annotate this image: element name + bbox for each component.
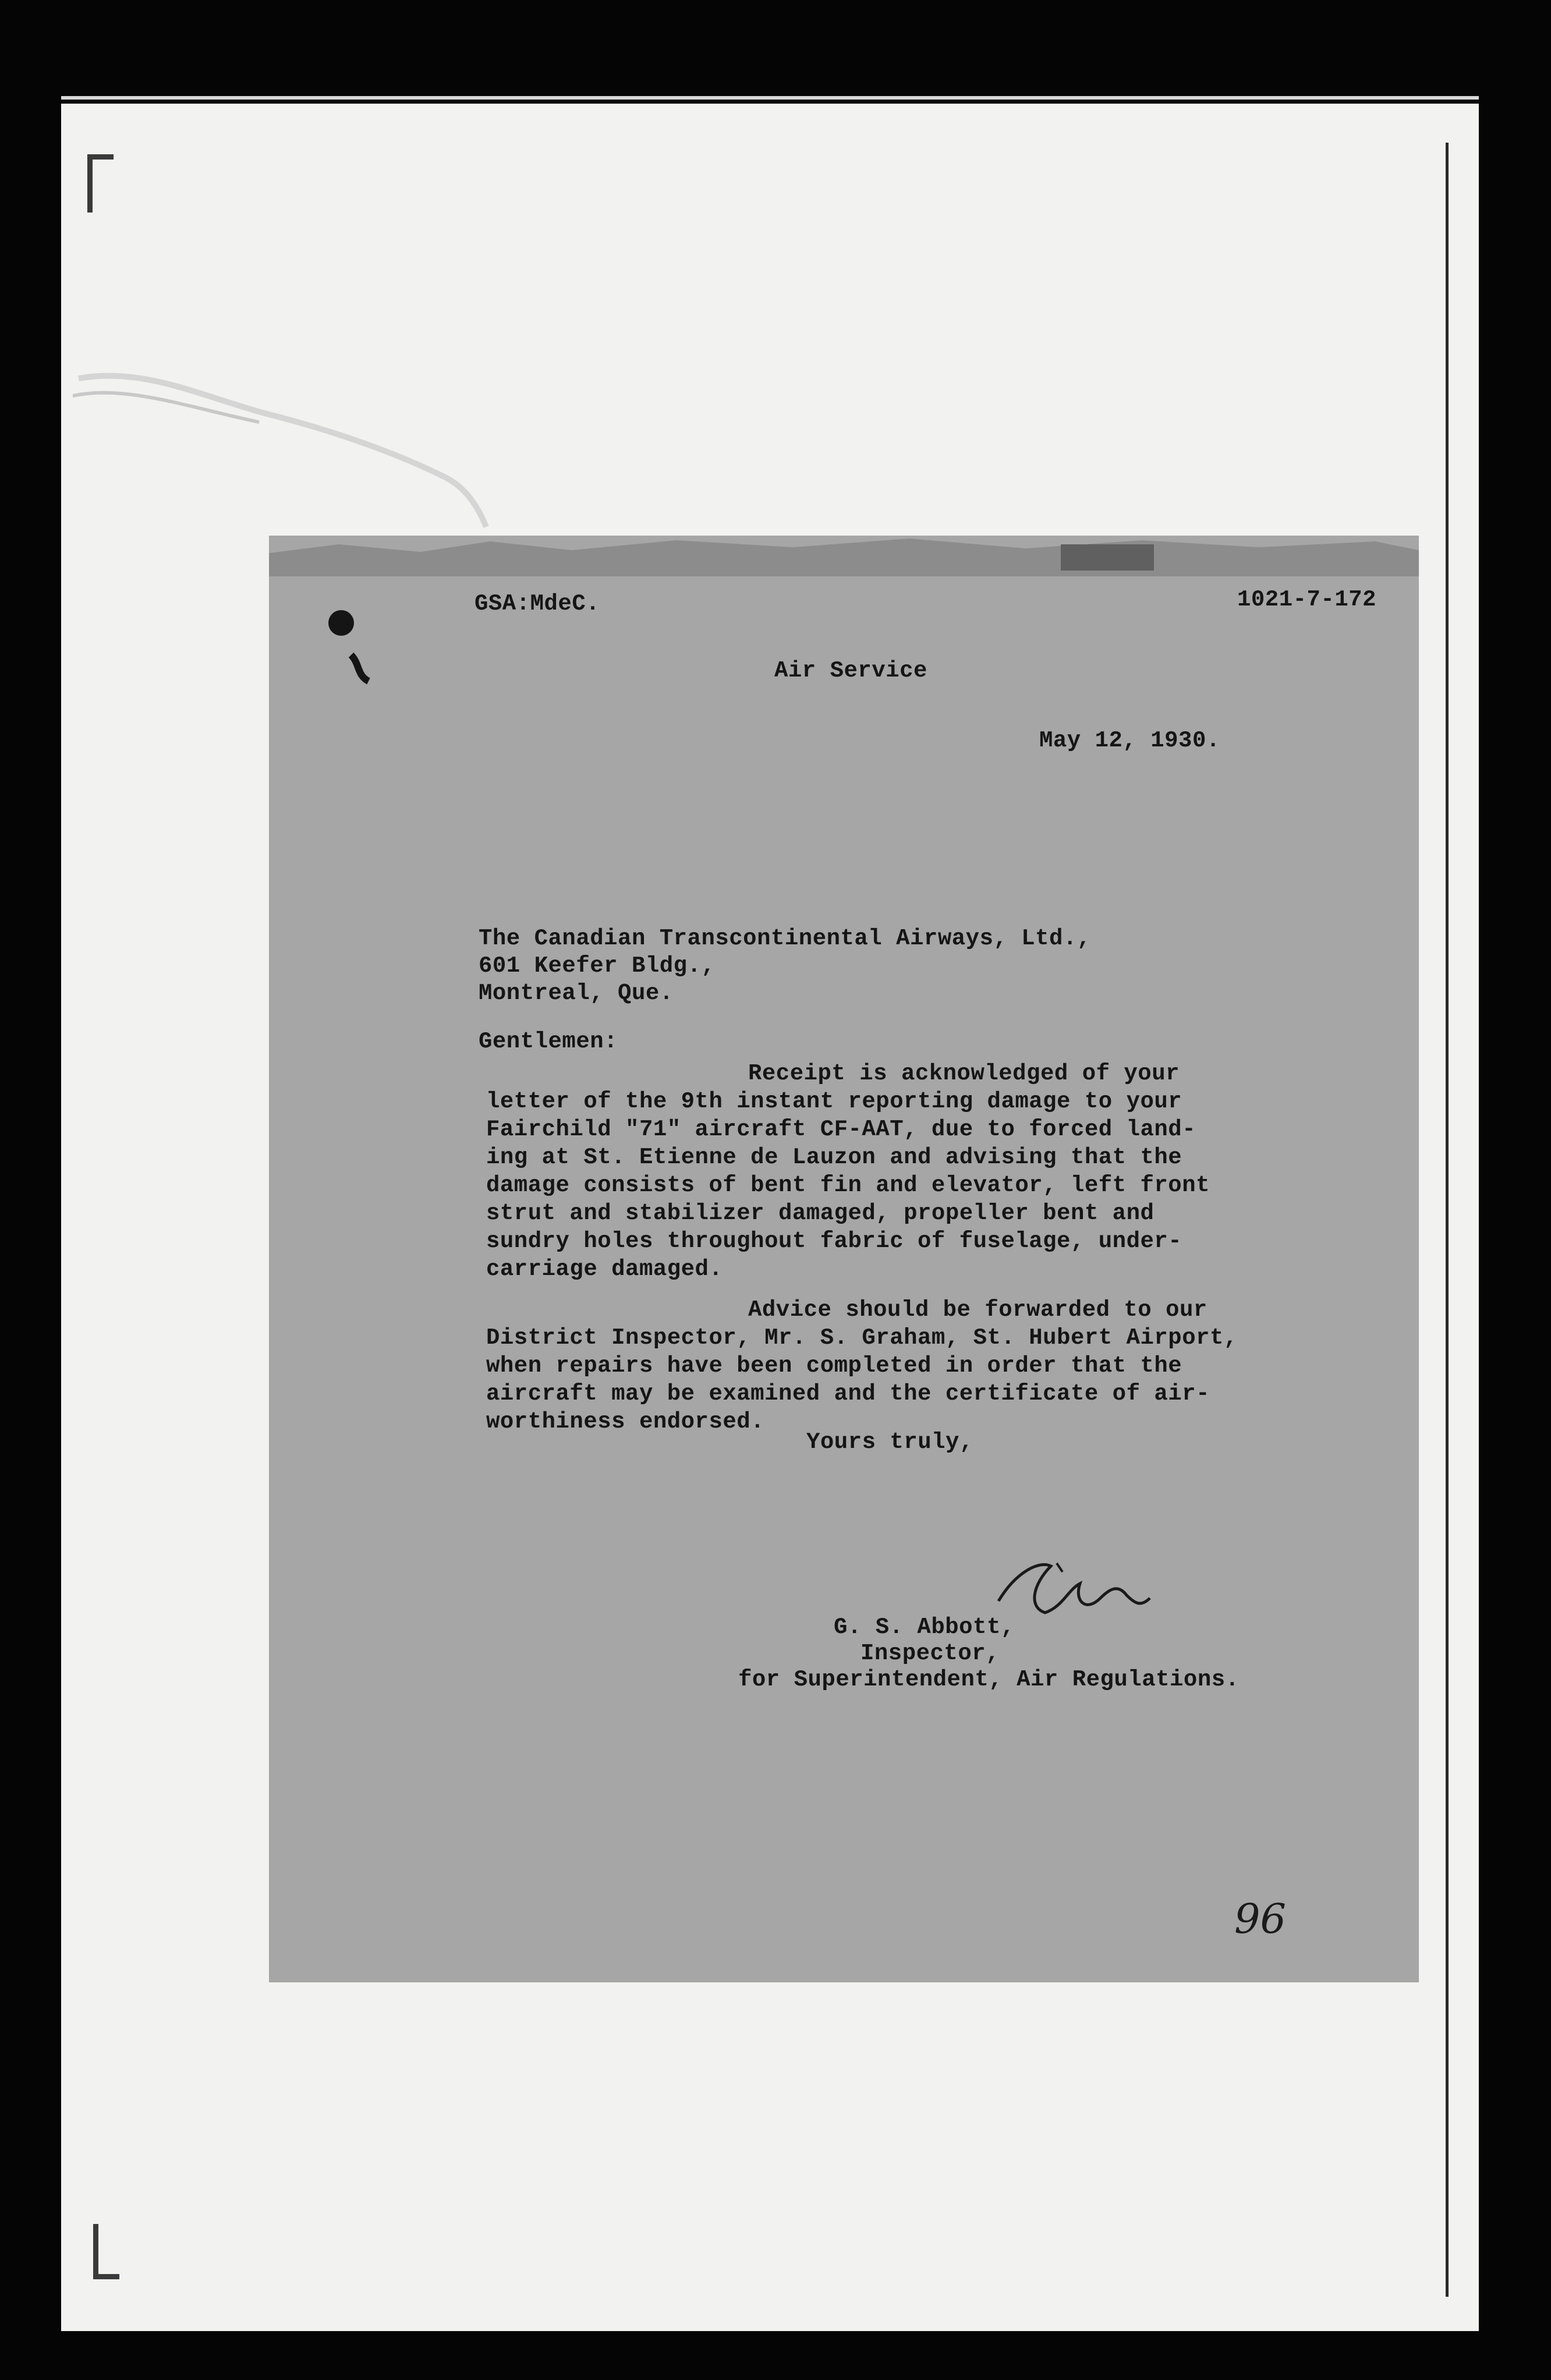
paragraph-line: worthiness endorsed. bbox=[486, 1409, 765, 1435]
reference-initials: GSA:MdeC. bbox=[474, 591, 600, 617]
signatory-name: G. S. Abbott, bbox=[834, 1614, 1015, 1640]
paragraph-line: letter of the 9th instant reporting damage to your bbox=[486, 1089, 1182, 1114]
signatory-for: for Superintendent, Air Regulations. bbox=[738, 1667, 1240, 1692]
handwritten-folio-number bbox=[1234, 1895, 1298, 1947]
paragraph-line: strut and stabilizer damaged, propeller bent and bbox=[486, 1200, 1155, 1226]
recipient-line: The Canadian Transcontinental Airways, Ltd., bbox=[479, 926, 1091, 951]
crop-mark-top-left bbox=[87, 154, 93, 212]
crop-mark-top-left-h bbox=[87, 154, 114, 160]
closing: Yours truly, bbox=[806, 1429, 973, 1455]
recipient-line: 601 Keefer Bldg., bbox=[479, 953, 716, 979]
paragraph-line: carriage damaged. bbox=[486, 1256, 723, 1282]
mount-right-edge bbox=[1446, 143, 1449, 2297]
crop-mark-bottom-left-h bbox=[93, 2274, 119, 2279]
department-heading: Air Service bbox=[774, 658, 927, 683]
paragraph-line: Receipt is acknowledged of your bbox=[748, 1061, 1180, 1086]
salutation: Gentlemen: bbox=[479, 1029, 618, 1054]
paragraph-line: Advice should be forwarded to our bbox=[748, 1297, 1207, 1323]
crop-mark-bottom-left bbox=[93, 2224, 98, 2279]
letter-sheet bbox=[269, 536, 1419, 1982]
handwritten-signature bbox=[993, 1549, 1156, 1636]
letter-date: May 12, 1930. bbox=[1039, 728, 1220, 753]
paragraph-line: damage consists of bent fin and elevator, left front bbox=[486, 1173, 1210, 1198]
signatory-title: Inspector, bbox=[861, 1641, 1000, 1666]
folio-text: 96 bbox=[1234, 1895, 1287, 1943]
paragraph-line: ing at St. Etienne de Lauzon and advising that the bbox=[486, 1145, 1182, 1170]
recipient-line: Montreal, Que. bbox=[479, 980, 674, 1006]
paragraph-line: aircraft may be examined and the certificate of air- bbox=[486, 1381, 1210, 1407]
paragraph-line: when repairs have been completed in order that the bbox=[486, 1353, 1182, 1379]
paragraph-line: Fairchild "71" aircraft CF-AAT, due to forced land- bbox=[486, 1117, 1196, 1142]
mount-top-edge bbox=[61, 96, 1479, 100]
file-number: 1021-7-172 bbox=[1237, 587, 1377, 612]
paragraph-line: District Inspector, Mr. S. Graham, St. Hubert Airport, bbox=[486, 1325, 1238, 1351]
paragraph-line: sundry holes throughout fabric of fuselage, under- bbox=[486, 1228, 1182, 1254]
sheet-torn-edge bbox=[269, 536, 1419, 576]
binding-string bbox=[73, 343, 492, 530]
punch-hole-marks bbox=[325, 605, 377, 687]
